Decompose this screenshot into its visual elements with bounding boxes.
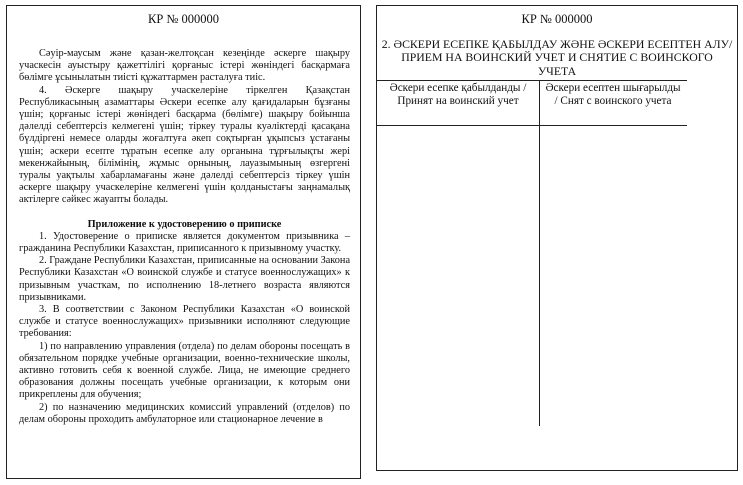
- left-page: [6, 5, 361, 479]
- kz-paragraph-2: 4. Әскерге шақыру учаскелеріне тіркелген Қазақстан Республикасының азаматтары Әскери есепке алу қағидаларын бұзғаны үшін; қорғаныс істері жөніндегі басқарма (бөлімге) шақыру бойынша дәлелді себептерсіз келмегені үшін; тіркеу туралы куәліктерді қасақана бүлдіргені немесе оларды жоғалтуға әкеп соқтырған ұқыпсыз ұстағаны үшін; әскери есепте тұратын есепке алу органына тұрғылықты жері мекенжайының, білімінің, жұмыс орнының, лауазымының өзгергені туралы уақтылы хабарламағаны және дәлелді себептерсіз тіркеу үшін әскерге шақыру учаскелеріне келмегені үшін қолданыстағы заңнамалық актілерге сәйкес жауапты болады.: [19, 84, 350, 206]
- table-top-rule: [377, 80, 687, 81]
- column-header-accepted: Әскери есепке қабылданды / Принят на воинский учет: [389, 82, 527, 108]
- ru-item-3: 3. В соответствии с Законом Республики Казахстан «О воинской службе и статусе военнослужащих» призывники исполняют следующие требования:: [19, 304, 350, 340]
- kz-paragraph-1: Сәуір-маусым және қазан-желтоқсан кезеңінде әскерге шақыру учаскесін ауыстыру қажеттілігі қорғаныс істері жөніндегі басқармаға бөлімге ұсынылатын тиісті құжаттармен расталуға тиіс.: [19, 48, 350, 84]
- left-text-block: [19, 48, 350, 426]
- ru-item-1: 1. Удостоверение о приписке является документом призывника – гражданина Республики Казахстан, приписанного к призывному участку.: [19, 230, 350, 255]
- right-document-number: КР № 000000: [521, 12, 593, 26]
- left-document-number: КР № 000000: [148, 12, 219, 26]
- column-header-removed: Әскери есептен шығарылды / Снят с воинского учета: [545, 82, 681, 108]
- table-header-rule: [377, 125, 687, 126]
- right-page: [376, 5, 738, 471]
- ru-item-3-1: 1) по направлению управления (отдела) по делам обороны посещать в обязательном порядке учебные организации, военно-технические школы, активно готовить себя к военной службе. Лица, не имеющие среднего образования должны посещать учебные организации, к которым они прикреплены для обучения;: [19, 340, 350, 401]
- appendix-heading: Приложение к удостоверению о приписке: [87, 218, 282, 230]
- ru-item-3-2: 2) по назначению медицинских комиссий управлений (отделов) по делам обороны проходить амбулаторное или стационарное лечение в: [19, 401, 350, 425]
- table-column-divider: [539, 80, 540, 426]
- ru-item-2: 2. Граждане Республики Казахстан, приписанные на основании Закона Республики Казахстан «О воинской службе и статусе военнослужащих» к призывным участкам, по исполнению 18-летнего возраста являются призывниками.: [19, 255, 351, 303]
- registration-section-title: 2. ӘСКЕРИ ЕСЕПКЕ ҚАБЫЛДАУ ЖӘНЕ ӘСКЕРИ ЕСЕПТЕН АЛУ/ПРИЕМ НА ВОИНСКИЙ УЧЕТ И СНЯТИЕ С ВОИНСКОГО УЧЕТА: [381, 37, 733, 78]
